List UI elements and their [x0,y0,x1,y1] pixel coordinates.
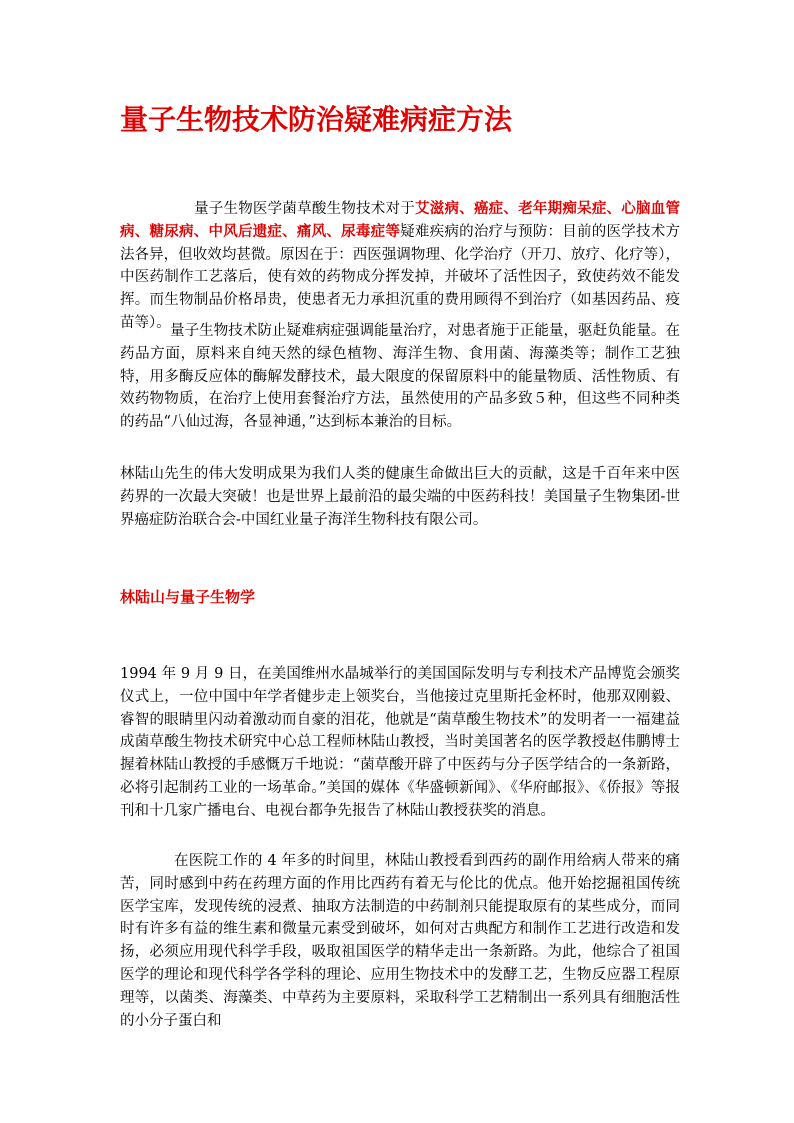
intro-lead-text: 量子生物医学菌草酸生物技术对于 [194,201,416,217]
research-paragraph: 在医院工作的 4 年多的时间里，林陆山教授看到西药的副作用给病人带来的痛苦，同时感到中药在药理方面的作用比西药有着无与伦比的优点。他开始挖掘祖国传统医学宝库，发现传统的浸煮、抽取方法制造的中药制剂只能提取原有的某些成分，而同时有许多有益的维生素和微量元素受到破坏，如何对古典配方和制作工艺进行改造和发扬，必须应用现代科学手段，吸取祖国医学的精华走出一条新路。为此，他综合了祖国医学的理论和现代科学各学科的理论、应用生物技术中的发酵工艺，生物反应器工程原理等，以菌类、海藻类、中草药为主要原料，采取科学工艺精制出一系列具有细胞活性的小分子蛋白和 [120,853,680,1029]
page-title: 量子生物技术防治疑难病症方法 [120,103,513,136]
section-heading: 林陆山与量子生物学 [120,588,256,606]
intro-rest-text: 疑难疾病的治疗与预防：目前的医学技术方法各异，但收效均甚微。原因在于：西医强调物理、化学治疗（开刀、放疗、化疗等），中医药制作工艺落后，使有效的药物成分挥发掉，并破坏了活性因子，致使药效不能发挥。而生物制品价格昂贵，使患者无力承担沉重的费用顾得不到治疗（如基因药品、疫苗等）。 [120,223,681,331]
invention-paragraph: 林陆山先生的伟大发明成果为我们人类的健康生命做出巨大的贡献，这是千百年来中医药界的一次最大突破！也是世界上最前沿的最尖端的中医药科技！美国量子生物集团-世界癌症防治联合会-中国红业量子海洋生物科技有限公司。 [120,466,680,528]
energy-treatment-paragraph: 量子生物技术防止疑难病症强调能量治疗，对患者施于正能量，驱赶负能量。在药品方面，原料来自纯天然的绿色植物、海洋生物、食用菌、海藻类等；制作工艺独特，用多酶反应体的酶解发酵技术，最大限度的保留原料中的能量物质、活性物质、有效药物物质，在治疗上使用套餐治疗方法，虽然使用的产品多致５种，但这些不同种类的药品“八仙过海，各显神通，”达到标本兼治的目标。 [120,323,680,431]
disease-list: 艾滋病、癌症、老年期痴呆症、心脑血管病、糖尿病、中风后遗症、痛风、尿毒症等 [120,200,680,240]
intro-paragraph [120,198,680,335]
award-paragraph: 1994 年 9 月 9 日，在美国维州水晶城举行的美国国际发明与专利技术产品博览会颁奖仪式上，一位中国中年学者健步走上领奖台，当他接过克里斯托金杯时，他那双刚毅、睿智的眼睛里闪动着激动而自豪的泪花，他就是“菌草酸生物技术”的发明者一一福建益成菌草酸生物技术研究中心总工程师林陆山教授，当时美国著名的医学教授赵伟鹏博士握着林陆山教授的手感慨万千地说：“菌草酸开辟了中医药与分子医学结合的一条新路，必将引起制药工业的一场革命。”美国的媒体《华盛顿新闻》、《华府邮报》、《侨报》等报刊和十几家广播电台、电视台都争先报告了林陆山教授获奖的消息。 [120,666,680,819]
